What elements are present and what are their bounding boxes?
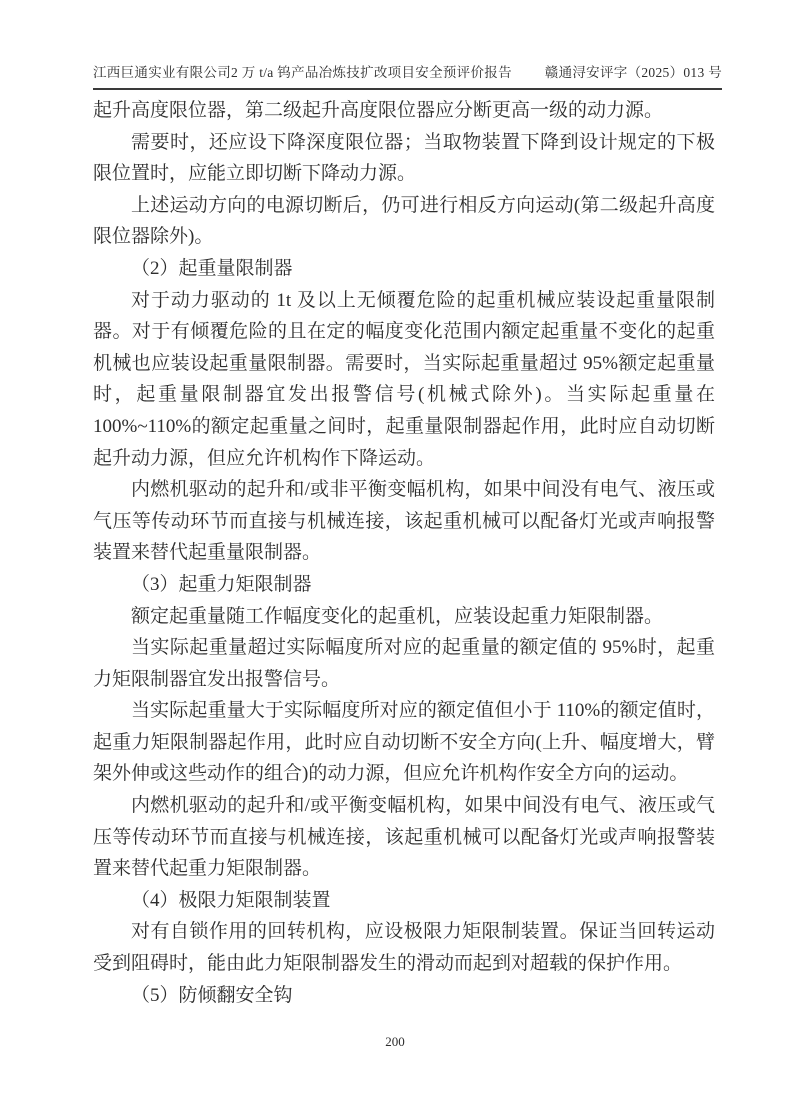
paragraph: （3）起重力矩限制器 xyxy=(131,573,312,595)
paragraph: （4）极限力矩限制装置 xyxy=(131,889,331,911)
paragraph: （2）起重量限制器 xyxy=(131,257,293,279)
paragraph: 需要时，还应设下降深度限位器；当取物装置下降到设计规定的下极限位置时，应能立即切断下降动力源。 xyxy=(93,131,715,185)
page-header xyxy=(93,61,722,90)
paragraph: （5）防倾翻安全钩 xyxy=(131,984,293,1006)
paragraph: 起升高度限位器，第二级起升高度限位器应分断更高一级的动力源。 xyxy=(93,100,664,121)
paragraph: 内燃机驱动的起升和/或平衡变幅机构，如果中间没有电气、液压或气压等传动环节而直接与机械连接，该起重机械可以配备灯光或声响报警装置来替代起重力矩限制器。 xyxy=(93,795,715,880)
paragraph: 额定起重量随工作幅度变化的起重机，应装设起重力矩限制器。 xyxy=(131,605,664,627)
page-number: 200 xyxy=(385,1034,405,1049)
document-body xyxy=(93,95,715,1011)
paragraph: 内燃机驱动的起升和/或非平衡变幅机构，如果中间没有电气、液压或气压等传动环节而直接与机械连接，该起重机械可以配备灯光或声响报警装置来替代起重量限制器。 xyxy=(93,479,715,564)
paragraph: 对于动力驱动的 1t 及以上无倾覆危险的起重机械应装设起重量限制器。对于有倾覆危险的且在定的幅度变化范围内额定起重量不变化的起重机械也应装设起重量限制器。需要时，当实际起重量超过 95%额定起重量时，起重量限制器宜发出报警信号(机械式除外)。当实际起重量在 100%~110%的额定起重量之间时，起重量限制器起作用，此时应自动切断起升动力源，但应允许机构作下降运动。 xyxy=(93,289,715,469)
page-footer xyxy=(0,1034,790,1050)
paragraph: 当实际起重量超过实际幅度所对应的起重量的额定值的 95%时，起重力矩限制器宜发出报警信号。 xyxy=(93,637,715,690)
header-report-title: 江西巨通实业有限公司2 万 t/a 钨产品冶炼技扩改项目安全预评价报告 xyxy=(93,65,512,80)
paragraph: 当实际起重量大于实际幅度所对应的额定值但小于 110%的额定值时，起重力矩限制器起作用，此时应自动切断不安全方向(上升、幅度增大，臂架外伸或这些动作的组合)的动力源，但应允许机构作安全方向的运动。 xyxy=(93,700,715,785)
header-doc-number: 赣通浔安评字（2025）013 号 xyxy=(544,65,722,80)
paragraph: 对有自锁作用的回转机构，应设极限力矩限制装置。保证当回转运动受到阻碍时，能由此力矩限制器发生的滑动而起到对超载的保护作用。 xyxy=(93,921,715,975)
paragraph: 上述运动方向的电源切断后，仍可进行相反方向运动(第二级起升高度限位器除外)。 xyxy=(93,194,715,248)
